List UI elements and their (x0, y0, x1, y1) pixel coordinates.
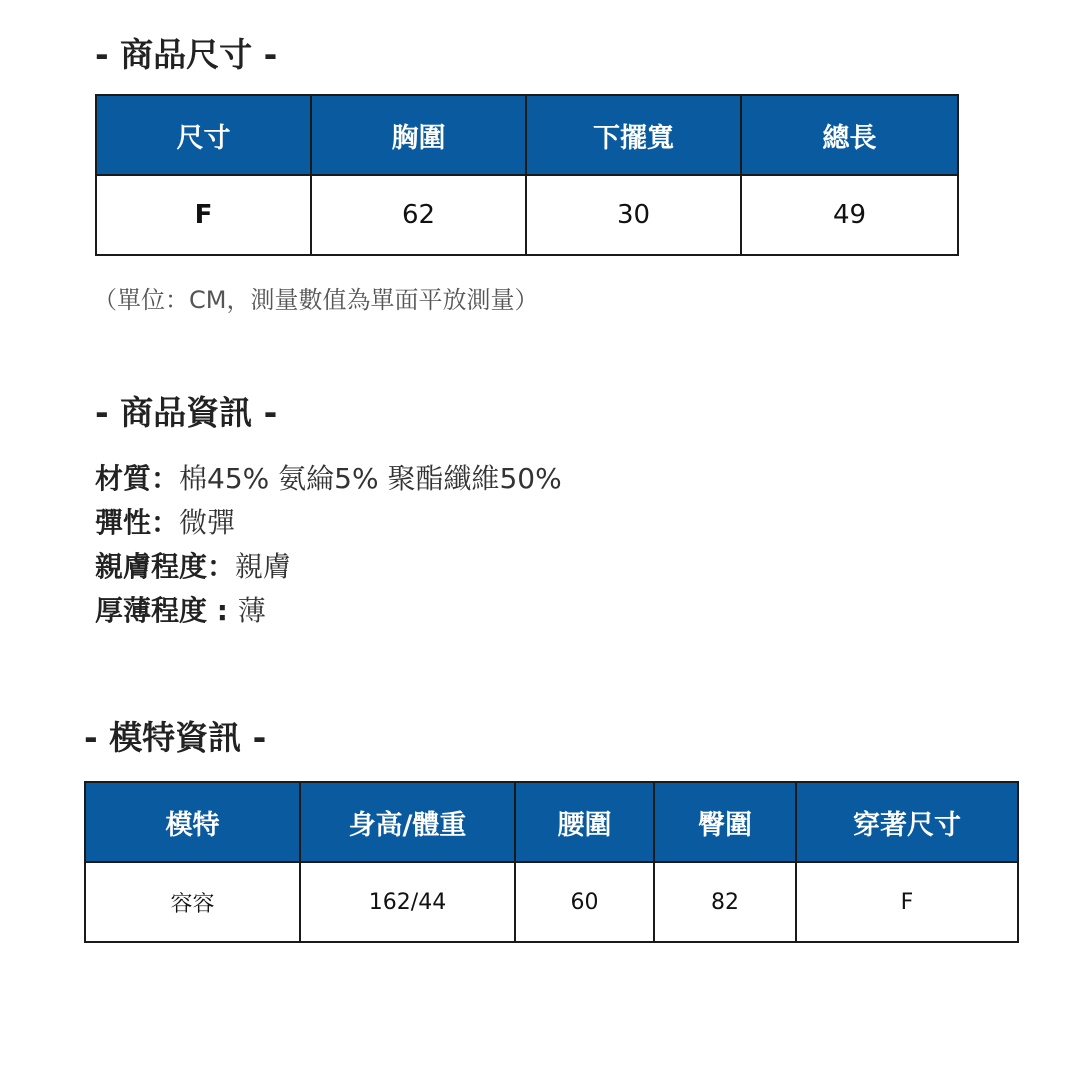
info-elasticity (95, 501, 235, 541)
size-cell-size: F (96, 175, 311, 255)
model-cell-height-weight: 162/44 (300, 862, 515, 942)
info-label: 材質： (95, 462, 180, 495)
info-value: 薄 (237, 594, 266, 627)
size-section-title: - 商品尺寸 - (95, 35, 278, 74)
model-table-header-row (85, 782, 1018, 862)
info-value: 微彈 (179, 506, 236, 539)
model-header-hip: 臀圍 (654, 782, 796, 862)
model-cell-wearing-size: F (796, 862, 1018, 942)
size-table-header-row (96, 95, 958, 175)
info-value: 親膚 (235, 550, 292, 583)
size-cell-chest: 62 (311, 175, 526, 255)
size-header-hem-width: 下擺寬 (526, 95, 741, 175)
model-header-wearing-size: 穿著尺寸 (796, 782, 1018, 862)
model-header-model: 模特 (85, 782, 300, 862)
model-cell-name: 容容 (85, 862, 300, 942)
model-cell-hip: 82 (654, 862, 796, 942)
info-skin-friendly (95, 545, 291, 585)
info-section-title: - 商品資訊 - (95, 393, 278, 432)
model-cell-waist: 60 (515, 862, 654, 942)
size-cell-length: 49 (741, 175, 958, 255)
model-header-height-weight: 身高/體重 (300, 782, 515, 862)
info-label: 親膚程度： (95, 550, 236, 583)
model-header-waist: 腰圍 (515, 782, 654, 862)
table-row (96, 175, 958, 255)
size-header-length: 總長 (741, 95, 958, 175)
size-table (95, 94, 959, 256)
info-value: 棉45% 氨綸5% 聚酯纖維50% (179, 462, 562, 495)
size-cell-hem-width: 30 (526, 175, 741, 255)
model-section-title: - 模特資訊 - (84, 718, 267, 757)
info-material (95, 457, 562, 497)
size-header-chest: 胸圍 (311, 95, 526, 175)
size-header-size: 尺寸 (96, 95, 311, 175)
size-note: （單位：CM，測量數值為單面平放測量） (93, 286, 539, 314)
info-thickness (95, 589, 266, 629)
table-row (85, 862, 1018, 942)
info-label: 厚薄程度 : (95, 594, 238, 627)
info-label: 彈性： (95, 506, 180, 539)
model-table (84, 781, 1019, 943)
